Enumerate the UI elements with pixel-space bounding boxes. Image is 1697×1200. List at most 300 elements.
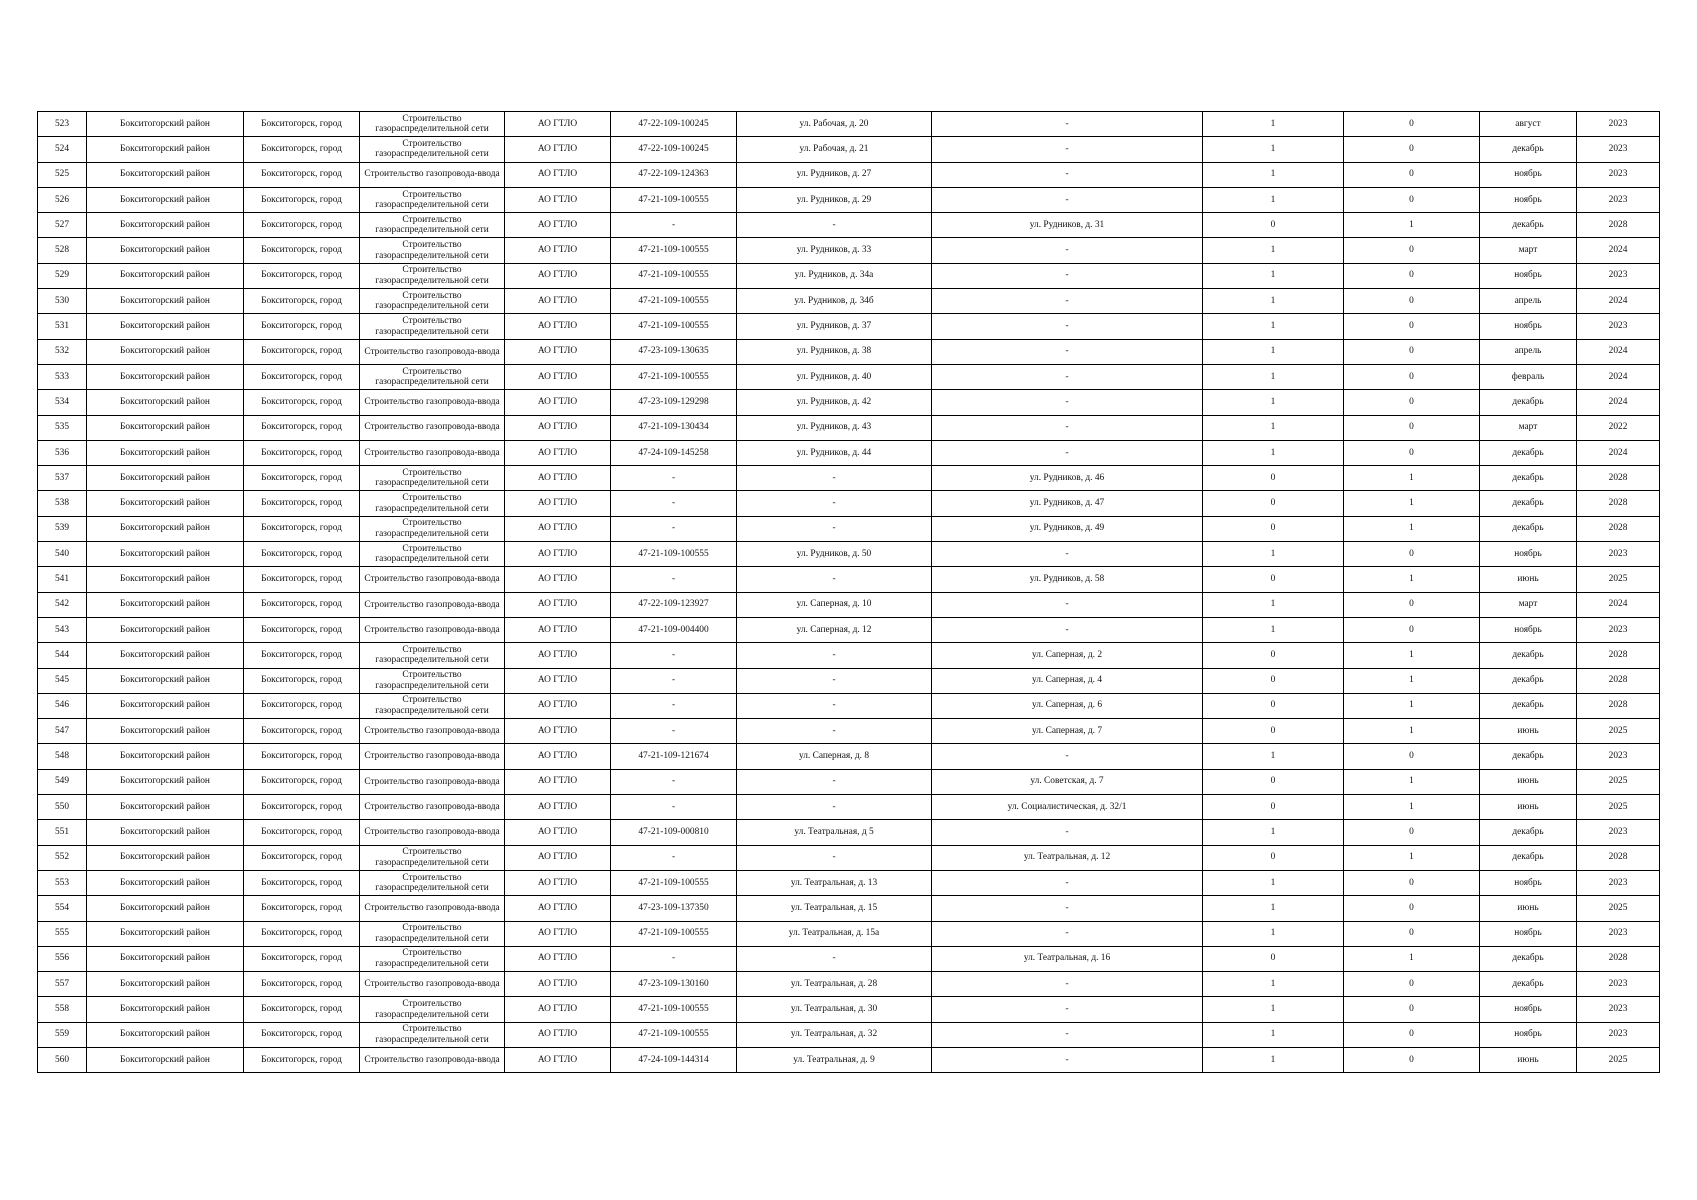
planned-count-cell: 1 xyxy=(1344,769,1480,794)
settlement-cell: Бокситогорск, город xyxy=(244,946,360,971)
connected-address-cell: ул. Рудников, д. 27 xyxy=(737,162,932,187)
cadastral-number-cell: 47-22-109-100245 xyxy=(611,112,737,137)
planned-count-cell: 1 xyxy=(1344,668,1480,693)
work-type-cell: Строительство газораспределительной сети xyxy=(360,668,505,693)
row-number-cell: 538 xyxy=(38,491,87,516)
year-cell: 2023 xyxy=(1577,137,1660,162)
row-number-cell: 556 xyxy=(38,946,87,971)
connected-count-cell: 0 xyxy=(1203,769,1344,794)
settlement-cell: Бокситогорск, город xyxy=(244,896,360,921)
district-cell: Бокситогорский район xyxy=(87,491,244,516)
settlement-cell: Бокситогорск, город xyxy=(244,542,360,567)
row-number-cell: 546 xyxy=(38,693,87,718)
connected-address-cell: ул. Рудников, д. 42 xyxy=(737,390,932,415)
organization-cell: АО ГТЛО xyxy=(505,972,611,997)
month-cell: июнь xyxy=(1480,795,1577,820)
district-cell: Бокситогорский район xyxy=(87,364,244,389)
year-cell: 2028 xyxy=(1577,491,1660,516)
connected-count-cell: 0 xyxy=(1203,567,1344,592)
work-type-cell: Строительство газопровода-ввода xyxy=(360,1047,505,1072)
connected-address-cell: ул. Рудников, д. 33 xyxy=(737,238,932,263)
planned-address-cell: ул. Театральная, д. 16 xyxy=(932,946,1203,971)
organization-cell: АО ГТЛО xyxy=(505,769,611,794)
district-cell: Бокситогорский район xyxy=(87,137,244,162)
district-cell: Бокситогорский район xyxy=(87,972,244,997)
work-type-cell: Строительство газопровода-ввода xyxy=(360,592,505,617)
work-type-cell: Строительство газопровода-ввода xyxy=(360,567,505,592)
district-cell: Бокситогорский район xyxy=(87,390,244,415)
settlement-cell: Бокситогорск, город xyxy=(244,187,360,212)
year-cell: 2028 xyxy=(1577,693,1660,718)
year-cell: 2028 xyxy=(1577,845,1660,870)
organization-cell: АО ГТЛО xyxy=(505,870,611,895)
planned-address-cell: - xyxy=(932,162,1203,187)
year-cell: 2023 xyxy=(1577,162,1660,187)
work-type-cell: Строительство газопровода-ввода xyxy=(360,769,505,794)
year-cell: 2023 xyxy=(1577,997,1660,1022)
organization-cell: АО ГТЛО xyxy=(505,137,611,162)
table-row xyxy=(38,466,1660,491)
settlement-cell: Бокситогорск, город xyxy=(244,516,360,541)
year-cell: 2028 xyxy=(1577,466,1660,491)
connected-address-cell: ул. Театральная, д. 32 xyxy=(737,1022,932,1047)
row-number-cell: 550 xyxy=(38,795,87,820)
cadastral-number-cell: 47-21-109-100555 xyxy=(611,314,737,339)
settlement-cell: Бокситогорск, город xyxy=(244,364,360,389)
month-cell: июнь xyxy=(1480,1047,1577,1072)
planned-address-cell: ул. Рудников, д. 31 xyxy=(932,213,1203,238)
work-type-cell: Строительство газораспределительной сети xyxy=(360,466,505,491)
connected-count-cell: 1 xyxy=(1203,870,1344,895)
planned-count-cell: 1 xyxy=(1344,213,1480,238)
month-cell: ноябрь xyxy=(1480,263,1577,288)
organization-cell: АО ГТЛО xyxy=(505,289,611,314)
settlement-cell: Бокситогорск, город xyxy=(244,592,360,617)
organization-cell: АО ГТЛО xyxy=(505,617,611,642)
planned-count-cell: 0 xyxy=(1344,364,1480,389)
planned-count-cell: 0 xyxy=(1344,263,1480,288)
connected-count-cell: 0 xyxy=(1203,213,1344,238)
planned-address-cell: - xyxy=(932,440,1203,465)
row-number-cell: 558 xyxy=(38,997,87,1022)
month-cell: декабрь xyxy=(1480,466,1577,491)
connected-address-cell: ул. Театральная, д. 15 xyxy=(737,896,932,921)
planned-count-cell: 0 xyxy=(1344,415,1480,440)
settlement-cell: Бокситогорск, город xyxy=(244,972,360,997)
organization-cell: АО ГТЛО xyxy=(505,516,611,541)
settlement-cell: Бокситогорск, город xyxy=(244,795,360,820)
district-cell: Бокситогорский район xyxy=(87,339,244,364)
connected-address-cell: ул. Театральная, д. 15а xyxy=(737,921,932,946)
connected-count-cell: 1 xyxy=(1203,921,1344,946)
cadastral-number-cell: - xyxy=(611,693,737,718)
month-cell: декабрь xyxy=(1480,213,1577,238)
connected-count-cell: 1 xyxy=(1203,1047,1344,1072)
connected-count-cell: 1 xyxy=(1203,820,1344,845)
planned-count-cell: 0 xyxy=(1344,820,1480,845)
cadastral-number-cell: 47-21-109-100555 xyxy=(611,364,737,389)
settlement-cell: Бокситогорск, город xyxy=(244,314,360,339)
work-type-cell: Строительство газопровода-ввода xyxy=(360,896,505,921)
row-number-cell: 524 xyxy=(38,137,87,162)
month-cell: декабрь xyxy=(1480,693,1577,718)
planned-address-cell: - xyxy=(932,896,1203,921)
settlement-cell: Бокситогорск, город xyxy=(244,491,360,516)
table-row xyxy=(38,1047,1660,1072)
year-cell: 2023 xyxy=(1577,870,1660,895)
month-cell: август xyxy=(1480,112,1577,137)
work-type-cell: Строительство газопровода-ввода xyxy=(360,617,505,642)
month-cell: март xyxy=(1480,415,1577,440)
district-cell: Бокситогорский район xyxy=(87,744,244,769)
planned-count-cell: 1 xyxy=(1344,693,1480,718)
connected-count-cell: 1 xyxy=(1203,137,1344,162)
planned-address-cell: ул. Театральная, д. 12 xyxy=(932,845,1203,870)
work-type-cell: Строительство газораспределительной сети xyxy=(360,997,505,1022)
organization-cell: АО ГТЛО xyxy=(505,187,611,212)
row-number-cell: 551 xyxy=(38,820,87,845)
district-cell: Бокситогорский район xyxy=(87,769,244,794)
settlement-cell: Бокситогорск, город xyxy=(244,440,360,465)
organization-cell: АО ГТЛО xyxy=(505,845,611,870)
work-type-cell: Строительство газораспределительной сети xyxy=(360,238,505,263)
row-number-cell: 549 xyxy=(38,769,87,794)
table-row xyxy=(38,289,1660,314)
planned-address-cell: - xyxy=(932,289,1203,314)
row-number-cell: 544 xyxy=(38,643,87,668)
planned-count-cell: 0 xyxy=(1344,314,1480,339)
connected-count-cell: 1 xyxy=(1203,972,1344,997)
settlement-cell: Бокситогорск, город xyxy=(244,769,360,794)
year-cell: 2023 xyxy=(1577,744,1660,769)
connected-address-cell: ул. Рудников, д. 38 xyxy=(737,339,932,364)
row-number-cell: 540 xyxy=(38,542,87,567)
planned-address-cell: - xyxy=(932,238,1203,263)
organization-cell: АО ГТЛО xyxy=(505,339,611,364)
planned-address-cell: - xyxy=(932,820,1203,845)
settlement-cell: Бокситогорск, город xyxy=(244,921,360,946)
table-body xyxy=(38,112,1660,1073)
planned-address-cell: ул. Саперная, д. 2 xyxy=(932,643,1203,668)
planned-count-cell: 0 xyxy=(1344,997,1480,1022)
row-number-cell: 525 xyxy=(38,162,87,187)
row-number-cell: 552 xyxy=(38,845,87,870)
year-cell: 2024 xyxy=(1577,364,1660,389)
work-type-cell: Строительство газораспределительной сети xyxy=(360,213,505,238)
district-cell: Бокситогорский район xyxy=(87,567,244,592)
district-cell: Бокситогорский район xyxy=(87,1047,244,1072)
work-type-cell: Строительство газораспределительной сети xyxy=(360,112,505,137)
row-number-cell: 535 xyxy=(38,415,87,440)
settlement-cell: Бокситогорск, город xyxy=(244,415,360,440)
planned-count-cell: 1 xyxy=(1344,643,1480,668)
year-cell: 2028 xyxy=(1577,946,1660,971)
connected-address-cell: ул. Рудников, д. 43 xyxy=(737,415,932,440)
year-cell: 2025 xyxy=(1577,719,1660,744)
month-cell: июнь xyxy=(1480,769,1577,794)
district-cell: Бокситогорский район xyxy=(87,870,244,895)
work-type-cell: Строительство газораспределительной сети xyxy=(360,491,505,516)
settlement-cell: Бокситогорск, город xyxy=(244,390,360,415)
district-cell: Бокситогорский район xyxy=(87,896,244,921)
planned-address-cell: ул. Рудников, д. 47 xyxy=(932,491,1203,516)
row-number-cell: 542 xyxy=(38,592,87,617)
table-row xyxy=(38,870,1660,895)
settlement-cell: Бокситогорск, город xyxy=(244,289,360,314)
row-number-cell: 557 xyxy=(38,972,87,997)
organization-cell: АО ГТЛО xyxy=(505,719,611,744)
connected-count-cell: 1 xyxy=(1203,896,1344,921)
planned-address-cell: ул. Советская, д. 7 xyxy=(932,769,1203,794)
connected-count-cell: 1 xyxy=(1203,440,1344,465)
planned-address-cell: - xyxy=(932,617,1203,642)
planned-count-cell: 1 xyxy=(1344,567,1480,592)
cadastral-number-cell: - xyxy=(611,491,737,516)
year-cell: 2025 xyxy=(1577,567,1660,592)
planned-count-cell: 0 xyxy=(1344,289,1480,314)
planned-address-cell: - xyxy=(932,997,1203,1022)
planned-count-cell: 1 xyxy=(1344,466,1480,491)
settlement-cell: Бокситогорск, город xyxy=(244,1047,360,1072)
planned-address-cell: ул. Рудников, д. 58 xyxy=(932,567,1203,592)
cadastral-number-cell: 47-21-109-004400 xyxy=(611,617,737,642)
organization-cell: АО ГТЛО xyxy=(505,896,611,921)
cadastral-number-cell: 47-22-109-100245 xyxy=(611,137,737,162)
work-type-cell: Строительство газораспределительной сети xyxy=(360,314,505,339)
table-row xyxy=(38,693,1660,718)
month-cell: ноябрь xyxy=(1480,542,1577,567)
connected-count-cell: 1 xyxy=(1203,263,1344,288)
work-type-cell: Строительство газораспределительной сети xyxy=(360,137,505,162)
cadastral-number-cell: 47-21-109-121674 xyxy=(611,744,737,769)
connected-address-cell: ул. Рудников, д. 37 xyxy=(737,314,932,339)
year-cell: 2024 xyxy=(1577,440,1660,465)
connected-address-cell: - xyxy=(737,491,932,516)
year-cell: 2028 xyxy=(1577,213,1660,238)
year-cell: 2023 xyxy=(1577,820,1660,845)
month-cell: декабрь xyxy=(1480,744,1577,769)
table-row xyxy=(38,617,1660,642)
year-cell: 2028 xyxy=(1577,516,1660,541)
organization-cell: АО ГТЛО xyxy=(505,466,611,491)
year-cell: 2023 xyxy=(1577,972,1660,997)
work-type-cell: Строительство газораспределительной сети xyxy=(360,845,505,870)
organization-cell: АО ГТЛО xyxy=(505,1022,611,1047)
district-cell: Бокситогорский район xyxy=(87,415,244,440)
planned-count-cell: 1 xyxy=(1344,845,1480,870)
settlement-cell: Бокситогорск, город xyxy=(244,643,360,668)
row-number-cell: 539 xyxy=(38,516,87,541)
district-cell: Бокситогорский район xyxy=(87,440,244,465)
work-type-cell: Строительство газопровода-ввода xyxy=(360,972,505,997)
month-cell: ноябрь xyxy=(1480,997,1577,1022)
planned-address-cell: - xyxy=(932,1047,1203,1072)
connected-count-cell: 1 xyxy=(1203,112,1344,137)
planned-address-cell: - xyxy=(932,364,1203,389)
table-row xyxy=(38,845,1660,870)
planned-address-cell: ул. Саперная, д. 4 xyxy=(932,668,1203,693)
year-cell: 2025 xyxy=(1577,1047,1660,1072)
work-type-cell: Строительство газораспределительной сети xyxy=(360,364,505,389)
organization-cell: АО ГТЛО xyxy=(505,744,611,769)
table-row xyxy=(38,921,1660,946)
month-cell: декабрь xyxy=(1480,668,1577,693)
month-cell: ноябрь xyxy=(1480,870,1577,895)
cadastral-number-cell: 47-23-109-129298 xyxy=(611,390,737,415)
year-cell: 2023 xyxy=(1577,187,1660,212)
cadastral-number-cell: 47-21-109-130434 xyxy=(611,415,737,440)
work-type-cell: Строительство газораспределительной сети xyxy=(360,946,505,971)
connected-count-cell: 1 xyxy=(1203,364,1344,389)
connected-address-cell: ул. Рабочая, д. 21 xyxy=(737,137,932,162)
district-cell: Бокситогорский район xyxy=(87,213,244,238)
cadastral-number-cell: 47-21-109-100555 xyxy=(611,289,737,314)
connected-count-cell: 1 xyxy=(1203,997,1344,1022)
work-type-cell: Строительство газопровода-ввода xyxy=(360,339,505,364)
connected-count-cell: 1 xyxy=(1203,744,1344,769)
connected-count-cell: 1 xyxy=(1203,162,1344,187)
connected-address-cell: - xyxy=(737,845,932,870)
document-page xyxy=(37,111,1660,1073)
cadastral-number-cell: 47-23-109-130160 xyxy=(611,972,737,997)
table-row xyxy=(38,719,1660,744)
planned-count-cell: 0 xyxy=(1344,187,1480,212)
connected-address-cell: ул. Саперная, д. 10 xyxy=(737,592,932,617)
district-cell: Бокситогорский район xyxy=(87,516,244,541)
year-cell: 2023 xyxy=(1577,263,1660,288)
planned-count-cell: 0 xyxy=(1344,617,1480,642)
settlement-cell: Бокситогорск, город xyxy=(244,213,360,238)
row-number-cell: 555 xyxy=(38,921,87,946)
table-row xyxy=(38,820,1660,845)
district-cell: Бокситогорский район xyxy=(87,946,244,971)
row-number-cell: 533 xyxy=(38,364,87,389)
connected-count-cell: 0 xyxy=(1203,719,1344,744)
district-cell: Бокситогорский район xyxy=(87,542,244,567)
organization-cell: АО ГТЛО xyxy=(505,415,611,440)
organization-cell: АО ГТЛО xyxy=(505,238,611,263)
planned-count-cell: 1 xyxy=(1344,491,1480,516)
work-type-cell: Строительство газораспределительной сети xyxy=(360,921,505,946)
cadastral-number-cell: 47-21-109-100555 xyxy=(611,542,737,567)
cadastral-number-cell: 47-21-109-100555 xyxy=(611,921,737,946)
district-cell: Бокситогорский район xyxy=(87,668,244,693)
work-type-cell: Строительство газопровода-ввода xyxy=(360,440,505,465)
month-cell: ноябрь xyxy=(1480,921,1577,946)
row-number-cell: 537 xyxy=(38,466,87,491)
month-cell: февраль xyxy=(1480,364,1577,389)
settlement-cell: Бокситогорск, город xyxy=(244,112,360,137)
planned-count-cell: 0 xyxy=(1344,137,1480,162)
month-cell: декабрь xyxy=(1480,845,1577,870)
connected-address-cell: - xyxy=(737,795,932,820)
month-cell: ноябрь xyxy=(1480,1022,1577,1047)
cadastral-number-cell: 47-23-109-130635 xyxy=(611,339,737,364)
connected-count-cell: 1 xyxy=(1203,289,1344,314)
planned-count-cell: 0 xyxy=(1344,921,1480,946)
month-cell: декабрь xyxy=(1480,820,1577,845)
connected-address-cell: ул. Рудников, д. 40 xyxy=(737,364,932,389)
connected-count-cell: 1 xyxy=(1203,617,1344,642)
cadastral-number-cell: - xyxy=(611,946,737,971)
district-cell: Бокситогорский район xyxy=(87,693,244,718)
connected-address-cell: ул. Саперная, д. 8 xyxy=(737,744,932,769)
organization-cell: АО ГТЛО xyxy=(505,491,611,516)
cadastral-number-cell: 47-21-109-100555 xyxy=(611,263,737,288)
planned-count-cell: 0 xyxy=(1344,870,1480,895)
connected-address-cell: ул. Театральная, д. 30 xyxy=(737,997,932,1022)
row-number-cell: 543 xyxy=(38,617,87,642)
row-number-cell: 554 xyxy=(38,896,87,921)
table-row xyxy=(38,390,1660,415)
connected-address-cell: ул. Рудников, д. 29 xyxy=(737,187,932,212)
table-row xyxy=(38,972,1660,997)
connected-address-cell: ул. Театральная, д. 9 xyxy=(737,1047,932,1072)
work-type-cell: Строительство газопровода-ввода xyxy=(360,744,505,769)
work-type-cell: Строительство газораспределительной сети xyxy=(360,187,505,212)
month-cell: март xyxy=(1480,592,1577,617)
month-cell: декабрь xyxy=(1480,491,1577,516)
settlement-cell: Бокситогорск, город xyxy=(244,719,360,744)
table-row xyxy=(38,415,1660,440)
settlement-cell: Бокситогорск, город xyxy=(244,162,360,187)
month-cell: ноябрь xyxy=(1480,187,1577,212)
district-cell: Бокситогорский район xyxy=(87,617,244,642)
connected-address-cell: ул. Саперная, д. 12 xyxy=(737,617,932,642)
connected-address-cell: - xyxy=(737,769,932,794)
table-row xyxy=(38,1022,1660,1047)
work-type-cell: Строительство газораспределительной сети xyxy=(360,1022,505,1047)
connected-count-cell: 1 xyxy=(1203,1022,1344,1047)
cadastral-number-cell: 47-21-109-100555 xyxy=(611,187,737,212)
settlement-cell: Бокситогорск, город xyxy=(244,668,360,693)
planned-address-cell: ул. Социалистическая, д. 32/1 xyxy=(932,795,1203,820)
month-cell: июнь xyxy=(1480,719,1577,744)
organization-cell: АО ГТЛО xyxy=(505,820,611,845)
row-number-cell: 527 xyxy=(38,213,87,238)
month-cell: ноябрь xyxy=(1480,617,1577,642)
year-cell: 2023 xyxy=(1577,314,1660,339)
connected-address-cell: - xyxy=(737,719,932,744)
table-row xyxy=(38,440,1660,465)
table-row xyxy=(38,567,1660,592)
connected-count-cell: 0 xyxy=(1203,845,1344,870)
connected-count-cell: 0 xyxy=(1203,693,1344,718)
settlement-cell: Бокситогорск, город xyxy=(244,997,360,1022)
table-row xyxy=(38,542,1660,567)
year-cell: 2024 xyxy=(1577,339,1660,364)
planned-address-cell: ул. Рудников, д. 49 xyxy=(932,516,1203,541)
row-number-cell: 536 xyxy=(38,440,87,465)
district-cell: Бокситогорский район xyxy=(87,795,244,820)
work-type-cell: Строительство газопровода-ввода xyxy=(360,415,505,440)
row-number-cell: 534 xyxy=(38,390,87,415)
organization-cell: АО ГТЛО xyxy=(505,440,611,465)
district-cell: Бокситогорский район xyxy=(87,162,244,187)
month-cell: апрель xyxy=(1480,289,1577,314)
cadastral-number-cell: 47-24-109-145258 xyxy=(611,440,737,465)
row-number-cell: 553 xyxy=(38,870,87,895)
year-cell: 2024 xyxy=(1577,289,1660,314)
row-number-cell: 531 xyxy=(38,314,87,339)
row-number-cell: 548 xyxy=(38,744,87,769)
planned-address-cell: - xyxy=(932,314,1203,339)
work-type-cell: Строительство газораспределительной сети xyxy=(360,263,505,288)
planned-count-cell: 0 xyxy=(1344,162,1480,187)
cadastral-number-cell: - xyxy=(611,845,737,870)
organization-cell: АО ГТЛО xyxy=(505,263,611,288)
planned-address-cell: - xyxy=(932,137,1203,162)
